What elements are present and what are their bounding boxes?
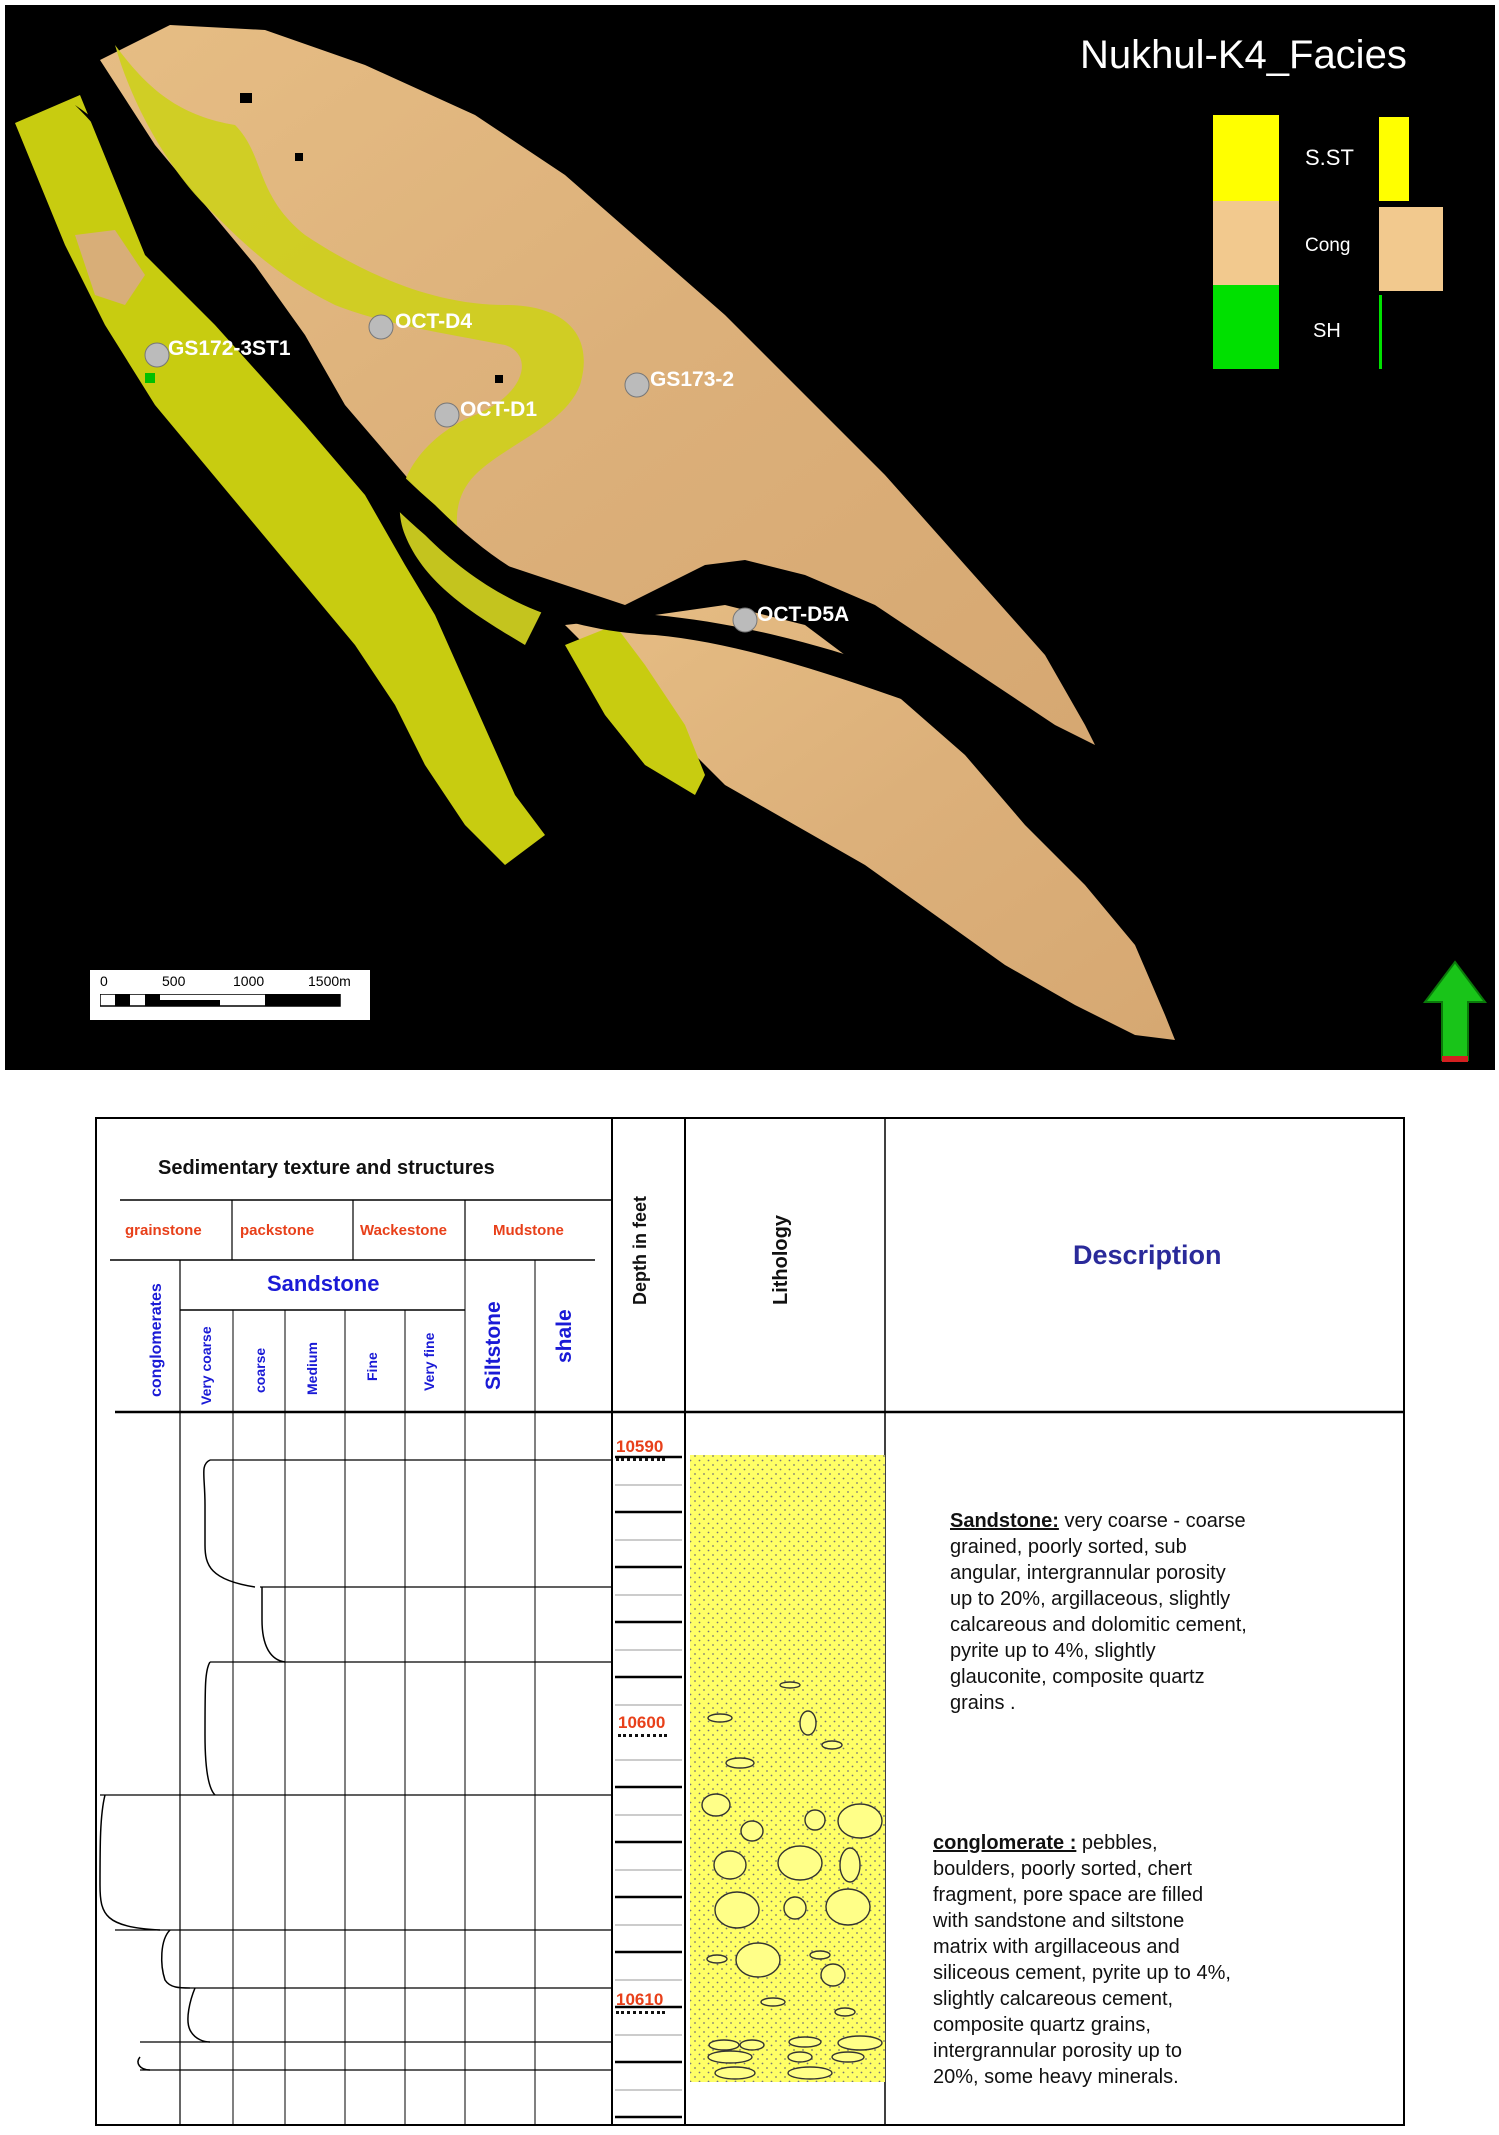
well-label: OCT-D1 — [460, 398, 538, 421]
sandstone-header: Sandstone — [267, 1271, 380, 1296]
description-title: Sandstone: — [950, 1510, 1059, 1532]
texture-header: Sedimentary texture and structures — [158, 1157, 495, 1179]
legend-swatch-shale — [1213, 285, 1279, 369]
legend-bar-sandstone — [1379, 117, 1409, 201]
lithology-fill — [690, 1455, 885, 2082]
scale-tick: 500 — [162, 973, 186, 989]
legend-swatch-sandstone — [1213, 115, 1279, 201]
depth-label: 10600 — [618, 1713, 667, 1737]
well-label: GS173-2 — [650, 368, 735, 391]
legend-label: Cong — [1305, 235, 1351, 256]
scale-tick: 1000 — [233, 973, 265, 989]
well-marker[interactable] — [625, 373, 649, 397]
conglomerates-header: conglomerates — [148, 1283, 165, 1397]
description-text: pebbles, boulders, poorly sorted, chert fragment, pore space are filled with sandstone and siltstone matrix with argillaceous and siliceous cement, pyrite up to 4%, slightly calcareous cement, composite quartz grains, intergrannular porosity up to 20%, some heavy minerals. — [933, 1832, 1231, 2088]
data-gap — [295, 153, 303, 161]
depth-ticks — [615, 1457, 682, 2117]
depth-label: 10610 — [616, 1990, 665, 2014]
map-title: Nukhul-K4_Facies — [1080, 33, 1407, 77]
description-header: Description — [1073, 1240, 1222, 1270]
legend-label: SH — [1313, 320, 1341, 342]
grain-grade-label: Very coarse — [198, 1326, 214, 1405]
well-marker[interactable] — [369, 315, 393, 339]
shale-cell — [145, 373, 155, 383]
depth-label: 10590 — [616, 1437, 665, 1461]
well-marker[interactable] — [145, 343, 169, 367]
facies-map — [5, 5, 1495, 1070]
siltstone-header: Siltstone — [482, 1301, 505, 1390]
legend-swatch-conglomerate — [1213, 201, 1279, 285]
conglomerate-description — [933, 1830, 1233, 2090]
legend-label: S.ST — [1305, 145, 1354, 170]
carbonate-class-label: Mudstone — [493, 1222, 564, 1239]
facies-legend — [1213, 115, 1473, 370]
description-text: very coarse - coarse grained, poorly sorted, sub angular, intergrannular porosity up to 20%, argillaceous, slightly calcareous and dolomitic cement, pyrite up to 4%, slightly glauconite, composite quartz grains . — [950, 1510, 1247, 1714]
depth-header: Depth in feet — [630, 1195, 650, 1305]
scale-bar — [90, 970, 370, 1020]
carbonate-class-label: grainstone — [125, 1222, 202, 1239]
well-marker[interactable] — [733, 608, 757, 632]
scale-bar-graphic — [100, 994, 350, 1008]
lithology-header: Lithology — [770, 1215, 792, 1305]
legend-bar-conglomerate — [1379, 207, 1443, 291]
log-grid — [0, 1085, 1499, 2135]
scale-tick: 1500m — [308, 973, 351, 989]
well-label: OCT-D5A — [757, 603, 850, 626]
grain-grade-label: coarse — [252, 1347, 268, 1393]
description-title: conglomerate : — [933, 1832, 1077, 1854]
carbonate-class-label: Wackestone — [360, 1222, 447, 1239]
data-gap — [495, 375, 503, 383]
north-arrow-icon — [1420, 960, 1490, 1070]
legend-bar-shale — [1379, 295, 1382, 369]
grain-grade-label: Fine — [364, 1352, 380, 1381]
grain-grade-label: Very fine — [421, 1332, 437, 1391]
data-gap — [240, 93, 252, 103]
lithology-log — [0, 1085, 1499, 2135]
grain-grade-label: Medium — [304, 1342, 320, 1395]
shale-header: shale — [553, 1309, 576, 1363]
well-label: GS172-3ST1 — [168, 337, 291, 360]
scale-tick: 0 — [100, 973, 108, 989]
sandstone-description — [950, 1508, 1250, 1716]
carbonate-class-label: packstone — [240, 1222, 315, 1239]
well-marker[interactable] — [435, 403, 459, 427]
well-label: OCT-D4 — [395, 310, 473, 333]
